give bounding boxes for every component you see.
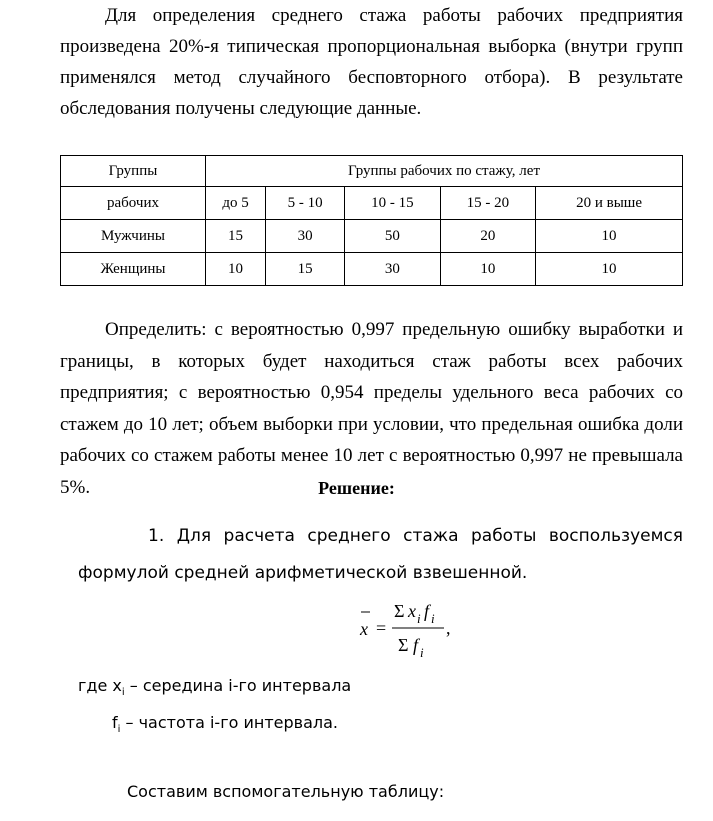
- formula-equals: =: [376, 618, 387, 638]
- freq-sub: i: [117, 724, 121, 736]
- table-cell: 30: [345, 253, 440, 286]
- table-cell: 10: [536, 253, 683, 286]
- formula-x: x: [408, 601, 416, 621]
- column-header: 10 - 15: [345, 187, 440, 220]
- table-cell: 50: [345, 220, 440, 253]
- table-cell: 20: [440, 220, 535, 253]
- row-label: Мужчины: [61, 220, 206, 253]
- group-header: Группы рабочих по стажу, лет: [205, 156, 682, 187]
- corner-cell-bottom: рабочих: [61, 187, 206, 220]
- formula-x-sub: i: [417, 611, 421, 626]
- formula-sum-bottom: Σ: [398, 635, 409, 655]
- table-cell: 15: [205, 220, 265, 253]
- step1-paragraph: 1. Для расчета среднего стажа работы воспользуемся формулой средней арифметической взвешенной.: [78, 526, 683, 583]
- where-sub: i: [121, 687, 125, 699]
- formula-f-denominator: f: [413, 635, 419, 655]
- solution-heading: Решение:: [318, 478, 395, 498]
- formula-comma: ,: [446, 618, 451, 638]
- weighted-mean-formula: [352, 595, 472, 665]
- where-text: – середина i-го интервала: [124, 676, 352, 695]
- column-header: до 5: [205, 187, 265, 220]
- formula-sum-top: Σ: [394, 601, 405, 621]
- freq-text: – частота i-го интервала.: [120, 713, 338, 732]
- formula-f: f: [424, 601, 430, 621]
- table-row: [61, 253, 683, 286]
- where-prefix: где: [78, 676, 108, 695]
- formula-mean-x: x: [360, 619, 368, 639]
- task-paragraph: Определить: с вероятностью 0,997 предельную ошибку выработки и границы, в которых будет находиться стаж работы всех рабочих предприятия; с вероятностью 0,954 пределы удельного веса рабочих со стажем до 10 лет; объем выборки при условии, что предельная ошибка доли рабочих со стажем работы менее 10 лет с вероятностью 0,997 не превышала 5%.: [60, 319, 683, 498]
- row-label: Женщины: [61, 253, 206, 286]
- table-cell: 10: [205, 253, 265, 286]
- column-header: 20 и выше: [536, 187, 683, 220]
- freq-var: f: [112, 713, 118, 732]
- table-cell: 15: [266, 253, 345, 286]
- table-row: [61, 220, 683, 253]
- table-cell: 10: [440, 253, 535, 286]
- intro-paragraph: Для определения среднего стажа работы рабочих предприятия произведена 20%-я типическая пропорциональная выборка (внутри групп применялся метод случайного бесповторного отбора). В результате обследования получены следующие данные.: [60, 5, 683, 119]
- corner-cell-top: Группы: [61, 156, 206, 187]
- aux-table-note: Составим вспомогательную таблицу:: [127, 782, 445, 801]
- where-note: [78, 676, 351, 698]
- frequency-note: [112, 713, 338, 735]
- staff-table: [60, 155, 683, 286]
- formula-f-denominator-sub: i: [420, 645, 424, 660]
- table-cell: 30: [266, 220, 345, 253]
- column-header: 15 - 20: [440, 187, 535, 220]
- where-var: x: [112, 676, 122, 695]
- column-header: 5 - 10: [266, 187, 345, 220]
- table-cell: 10: [536, 220, 683, 253]
- formula-f-sub: i: [431, 611, 435, 626]
